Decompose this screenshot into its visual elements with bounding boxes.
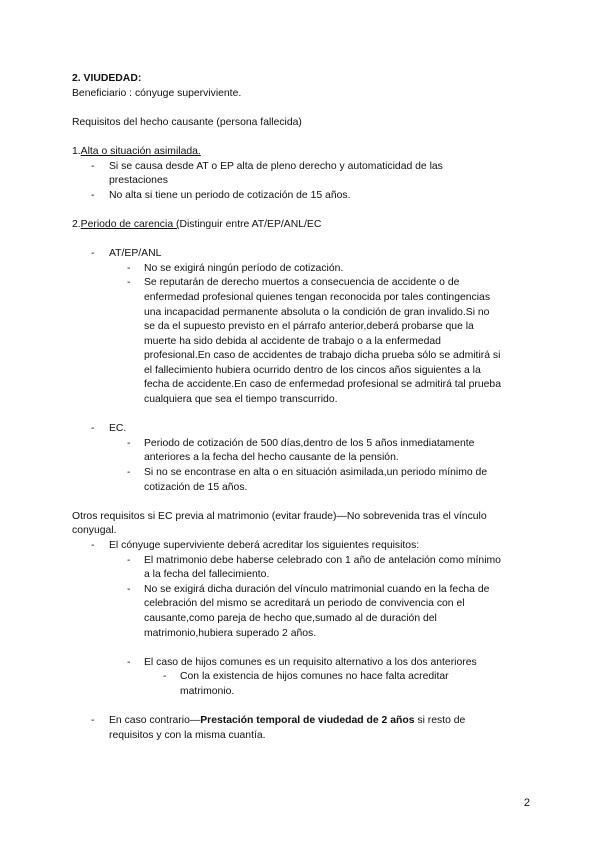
list-item: - El matrimonio debe haberse celebrado con 1 año de antelación como mínimo a la fecha del fallecimiento. [127, 554, 501, 581]
requisitos-title: Requisitos del hecho causante (persona fallecida) [72, 116, 302, 128]
list-bullet: - [127, 656, 131, 668]
subsection-2-label: Periodo de carencia ( [80, 218, 180, 230]
list-bullet: - [127, 437, 131, 449]
list-bullet: - [91, 248, 95, 260]
list-bullet: - [127, 467, 131, 479]
list-item: - El caso de hijos comunes es un requisito alternativo a los dos anteriores [72, 656, 542, 671]
subsection-1-label: Alta o situación asimilada. [80, 145, 201, 157]
list-item: - No se exigirá ningún período de cotización. [72, 262, 542, 277]
otros-requisitos-line: Otros requisitos si EC previa al matrimonio (evitar fraude)—No sobrevenida tras el vínculo [72, 510, 487, 522]
list-item: - En caso contrario—Prestación temporal de viudedad de 2 años si resto de requisitos y con la misma cuantía. [91, 715, 466, 741]
list-bullet: - [127, 277, 131, 289]
list-item: - Se reputarán de derecho muertos a consecuencia de accidente o de enfermedad profesional quienes tengan reconocida por tales contingencias una incapacidad permanente absoluta o la condición de gran invalido.Si no se da el supuesto previsto en el párrafo anterior,deberá probarse que la muerte ha sido debida al accidente de trabajo o a la enfermedad profesional.En caso de accidentes de trabajo dicha prueba sólo se admitirá si el fallecimiento hubiera ocurrido dentro de los cincos años siguientes a la fecha de accidente.En caso de enfermedad profesional se admitirá tal prueba cualquiera que sea el tiempo transcurrido. [127, 277, 501, 406]
list-bullet: - [91, 715, 95, 727]
list-item: - Periodo de cotización de 500 días,dentro de los 5 años inmediatamente anteriores a la fecha del hecho causante de la pensión. [127, 437, 475, 464]
list-item: - Si se causa desde AT o EP alta de pleno derecho y automaticidad de las prestaciones [91, 160, 443, 187]
list-item: - Si no se encontrase en alta o en situación asimilada,un periodo mínimo de cotización de 15 años. [127, 467, 488, 493]
section-heading: 2. VIUDEDAD: [72, 73, 142, 84]
list-item: - No se exigirá dicha duración del vínculo matrimonial cuando en la fecha de celebración del mismo se acreditará un periodo de convivencia con el causante,como pareja de hecho que,sumado al de duración del matrimonio,hubiera superado 2 años. [127, 583, 490, 639]
list-item: - El cónyuge superviviente deberá acreditar los siguientes requisitos: [72, 539, 542, 554]
subsection-1-number: 1. [72, 145, 81, 157]
list-bullet: - [91, 160, 95, 172]
document-body [72, 72, 542, 743]
subsection-2-number: 2. [72, 218, 81, 230]
list-bullet: - [127, 583, 131, 595]
prestacion-temporal-text: Prestación temporal de viudedad de 2 años [200, 715, 415, 727]
otros-requisitos-line: conyugal. [72, 525, 117, 537]
list-item: - No alta si tiene un periodo de cotización de 15 años. [72, 189, 542, 204]
list-item-ec: - EC. [72, 422, 542, 437]
beneficiario-line: Beneficiario : cónyuge superviviente. [72, 87, 242, 99]
list-item: - Con la existencia de hijos comunes no hace falta acreditar matrimonio. [163, 671, 449, 697]
list-bullet: - [127, 262, 131, 274]
list-bullet: - [163, 671, 167, 683]
list-bullet: - [91, 540, 95, 551]
list-bullet: - [91, 189, 95, 201]
page-number: 2 [523, 797, 530, 809]
subsection-1-title [72, 145, 542, 160]
list-bullet: - [127, 554, 131, 566]
subsection-2-title [72, 218, 542, 233]
subsection-2-note: Distinguir entre AT/EP/ANL/EC [179, 218, 322, 230]
list-bullet: - [91, 423, 95, 435]
list-item-atep: - AT/EP/ANL [72, 247, 542, 262]
